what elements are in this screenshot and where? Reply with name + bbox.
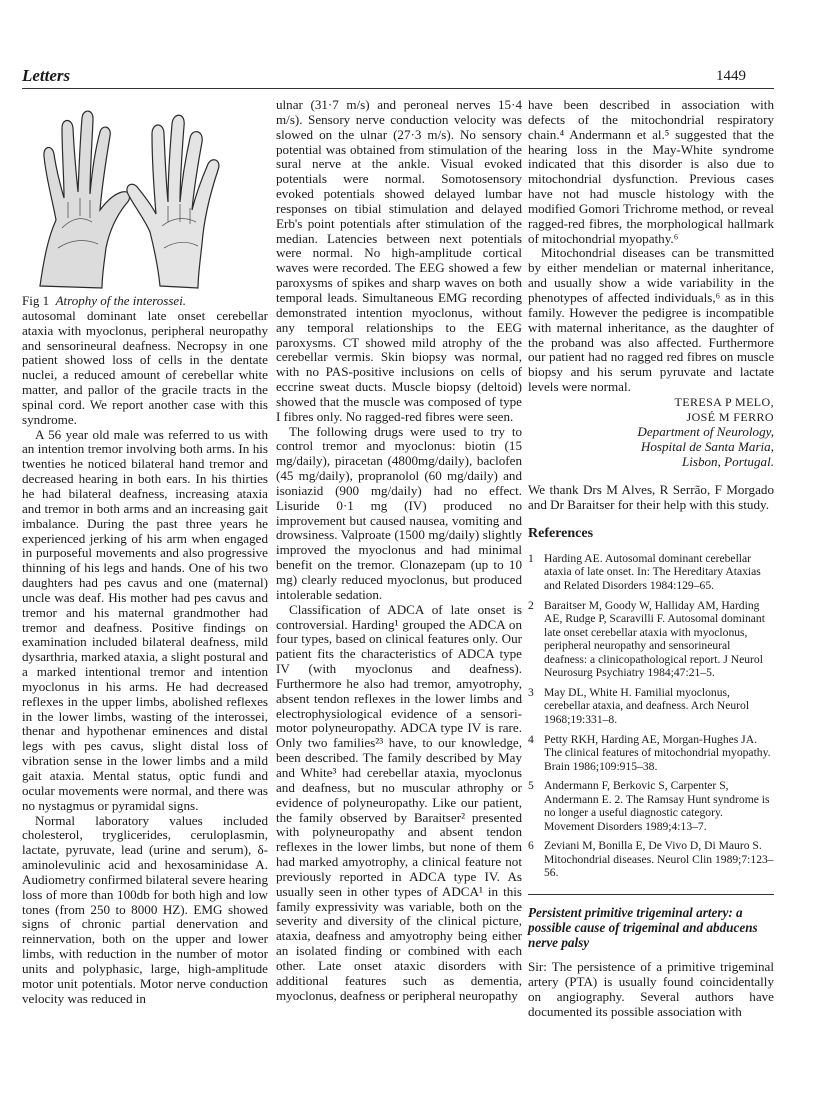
figure-caption xyxy=(22,294,268,309)
paragraph: ulnar (31·7 m/s) and peroneal nerves 15·4 m/s). Sensory nerve conduction velocity was slowed on the ulnar (27·3 m/s). No sensory potential was obtained from stimulation of the sural nerve at the ankle. Visual evoked potentials were normal. Somotosensory evoked potentials showed delayed lumbar responses on tibial stimulation and delayed Erb's point potentials after stimulation of the median. Latencies between next potentials were normal. No high-amplitude cortical waves were recorded. The EEG showed a few paroxysms of spikes and sharp waves on both temporal leads. Simultaneous EMG recording demonstrated intention myoclonus, without any temporal relationships to the EEG paroxysms. CT showed mild atrophy of the cerebellar vermis. Skin biopsy was normal, with no PAS-positive inclusions on cells of eccrine sweat ducts. Muscle biopsy (deltoid) showed that the muscle was composed of type I fibres only. No ragged-red fibres were seen. xyxy=(276,97,522,424)
paragraph: Classification of ADCA of late onset is controversial. Harding¹ grouped the ADCA on four types, based on clinical features only. Our patient fits the characteristics of ADCA type IV (with myoclonus and deafness). Furthermore he also had tremor, amyotrophy, absent tendon reflexes in the lower limbs and electrophysiological evidence of a sensori-motor polyneuropathy. ADCA type IV is rare. Only two families²³ have, to our knowledge, been described. The family described by May and White³ had cerebellar ataxia, myoclonus and deafness, but no muscular athrophy or evidence of polyneuropathy. Like our patient, the family observed by Baraitser² presented with polyneuropathy and absent tendon reflexes in the lower limbs, but none of them had marked amyotrophy, a clinical feature not previously reported in ADCA type IV. As usually seen in other types of ADCA¹ in this family expressivity was variable, both on the severity and diversity of the clinical picture, ataxia, deafness and amyotrophy being either an isolated finding or combined with each other. Late onset ataxic disorders with additional features such as dementia, myoclonus, deafness or peripheral neuropathy xyxy=(276,601,522,1003)
author-name: JOSÉ M FERRO xyxy=(686,409,774,424)
reference-text: Baraitser M, Goody W, Halliday AM, Harding AE, Rudge P, Scaravilli F. Autosomal dominant late onset cerebellar ataxia with myoclonus, peripheral neuropathy and sensorineural deafness: a clinicopathological report. J Neurol Neurosurg Psychiatry 1984;47:21–5. xyxy=(544,598,765,680)
paragraph: The following drugs were used to try to control tremor and myoclonus: biotin (15 mg/daily), piracetan (4800mg/daily), baclofen (45 mg/daily), propranolol (60 mg/daily) and isoniazid (900 mg/daily) had no effect. Lisuride 0·1 mg (IV) produced no improvement but caused nausea, vomiting and drowsiness. Valproate (1500 mg/daily) slightly improved the myoclonus and had minimal benefit on the tremor. Clonazepam (up to 10 mg) clearly reduced myoclonus, but produced intolerable sedation. xyxy=(276,423,522,602)
reference-number: 6 xyxy=(528,839,534,853)
affiliation-line: Lisbon, Portugal. xyxy=(681,453,774,469)
column-2 xyxy=(276,98,522,1003)
reference-number: 5 xyxy=(528,779,534,793)
reference-item xyxy=(528,779,774,833)
paragraph: Normal laboratory values included cholesterol, tryglicerides, ceruloplasmin, lactate, pyruvate, lead (urine and serum), δ-aminolevulinic acid and hexosaminidase A. Audiometry confirmed bilateral severe hearing loss of more than 100db for both high and low tones (from 250 to 8000 HZ). EMG showed signs of chronic partial denervation and reinnervation, both on the upper and lower limbs, with reduction in the number of motor units and polyphasic, large, high-amplitude motor unit potentials. Motor nerve conduction velocity was reduced in xyxy=(22,812,268,1006)
figure-1 xyxy=(22,98,268,294)
references-list xyxy=(528,552,774,880)
paragraph: Mitochondrial diseases can be transmitted by either mendelian or maternal inheritance, and usually show a wide variability in the phenotypes of affected individuals,⁶ as in this family. However the pedigree is incompatible with maternal inheritance, as the daughter of the proband was also affected. Furthermore our patient had no ragged red fibres on muscle biopsy and his serum pyruvate and lactate levels were normal. xyxy=(528,245,774,395)
reference-text: May DL, White H. Familial myoclonus, cerebellar ataxia, and deafness. Arch Neurol 1968;19:331–8. xyxy=(544,685,750,726)
reference-text: Harding AE. Autosomal dominant cerebellar ataxia of late onset. In: The Hereditary Ataxias and Related Disorders 1984:129–65. xyxy=(544,551,761,593)
author-name: TERESA P MELO, xyxy=(674,394,774,409)
references-heading: References xyxy=(528,526,594,542)
affiliation-line: Hospital de Santa Maria, xyxy=(640,438,774,454)
reference-item xyxy=(528,599,774,680)
reference-item xyxy=(528,686,774,727)
reference-item xyxy=(528,552,774,593)
reference-number: 3 xyxy=(528,685,534,699)
paragraph: have been described in association with defects of the mitochondrial respiratory chain.⁴ Andermann et al.⁵ suggested that the hearing loss in the May-White syndrome indicated that this disorder is also due to mitochondrial dysfunction. Previous cases have not had muscle histology with the modified Gomori Trichrome method, or reveal ragged-red fibres, the morphological hallmark of mitochondrial myopathy.⁶ xyxy=(528,97,774,246)
reference-item xyxy=(528,733,774,774)
reference-text: Zeviani M, Bonilla E, De Vivo D, Di Mauro S. Mitochondrial diseases. Neurol Clin 1989;7:123–56. xyxy=(544,839,774,880)
page-number: 1449 xyxy=(716,68,746,84)
column-1 xyxy=(22,98,268,1007)
section-header: Letters xyxy=(22,66,71,85)
reference-text: Petty RKH, Harding AE, Morgan-Hughes JA. The clinical features of mitochondrial myopathy. Brain 1986;109:915–38. xyxy=(544,732,771,773)
header-rule xyxy=(22,88,774,89)
next-article-title: Persistent primitive trigeminal artery: a possible cause of trigeminal and abducens nerve palsy xyxy=(528,904,758,950)
next-article-text: Sir: The persistence of a primitive trigeminal artery (PTA) is usually found coincidentally on angiography. Several authors have documented its possible association with xyxy=(528,958,774,1019)
reference-number: 1 xyxy=(528,551,534,565)
hands-photograph xyxy=(22,98,268,294)
paragraph: A 56 year old male was referred to us with an intention tremor involving both arms. In his twenties he noticed bilateral hand tremor and decreased hearing in both ears. In his thirties he had bilateral deafness, increasing ataxia and tremor in both arms and an increasing gait imbalance. During the past three years he experienced jerking of his arm when engaged in purposeful movements and also progressive thinning of his legs and hands. One of his two daughters had pes cavus and one (maternal) uncle was deaf. His mother had pes cavus and tremor and his maternal grandmother had tremor and deafness. Positive findings on examination included bilateral deafness, mild dysarthria, marked ataxia, a slight postural and a marked intentional tremor and intention myoclonus in his arms. He had decreased reflexes in the upper limbs, abolished reflexes in the lower limbs, wasting of the interossei, thenar and hypothenar eminences and distal legs with pes cavus, slight distal loss of vibration sense in the lower limbs and a mild gait ataxia. Mental status, optic fundi and ocular movements were normal, and there was no nystagmus or pyramidal signs. xyxy=(22,426,268,813)
reference-number: 4 xyxy=(528,732,534,746)
affiliation-line: Department of Neurology, xyxy=(637,423,774,439)
acknowledgement: We thank Drs M Alves, R Serrão, F Morgado and Dr Baraitser for their help with this study. xyxy=(528,482,774,513)
paragraph: autosomal dominant late onset cerebellar ataxia with myoclonus, peripheral neuropathy and sensorineural deafness. Necropsy in one patient showed loss of cells in the dentate nuclei, a reduced amount of cerebellar white matter, and pallor of the gracile tracts in the spinal cord. We report another case with this syndrome. xyxy=(22,307,268,427)
reference-text: Andermann F, Berkovic S, Carpenter S, Andermann E. 2. The Ramsay Hunt syndrome is no longer a useful diagnostic category. Movement Disorders 1989;4:13–7. xyxy=(544,779,770,833)
reference-item xyxy=(528,839,774,880)
article-divider xyxy=(528,894,774,895)
figure-label: Fig 1 xyxy=(22,293,50,308)
figure-caption-text: Atrophy of the interossei. xyxy=(55,293,187,308)
reference-number: 2 xyxy=(528,598,534,612)
column-3 xyxy=(528,98,774,1019)
